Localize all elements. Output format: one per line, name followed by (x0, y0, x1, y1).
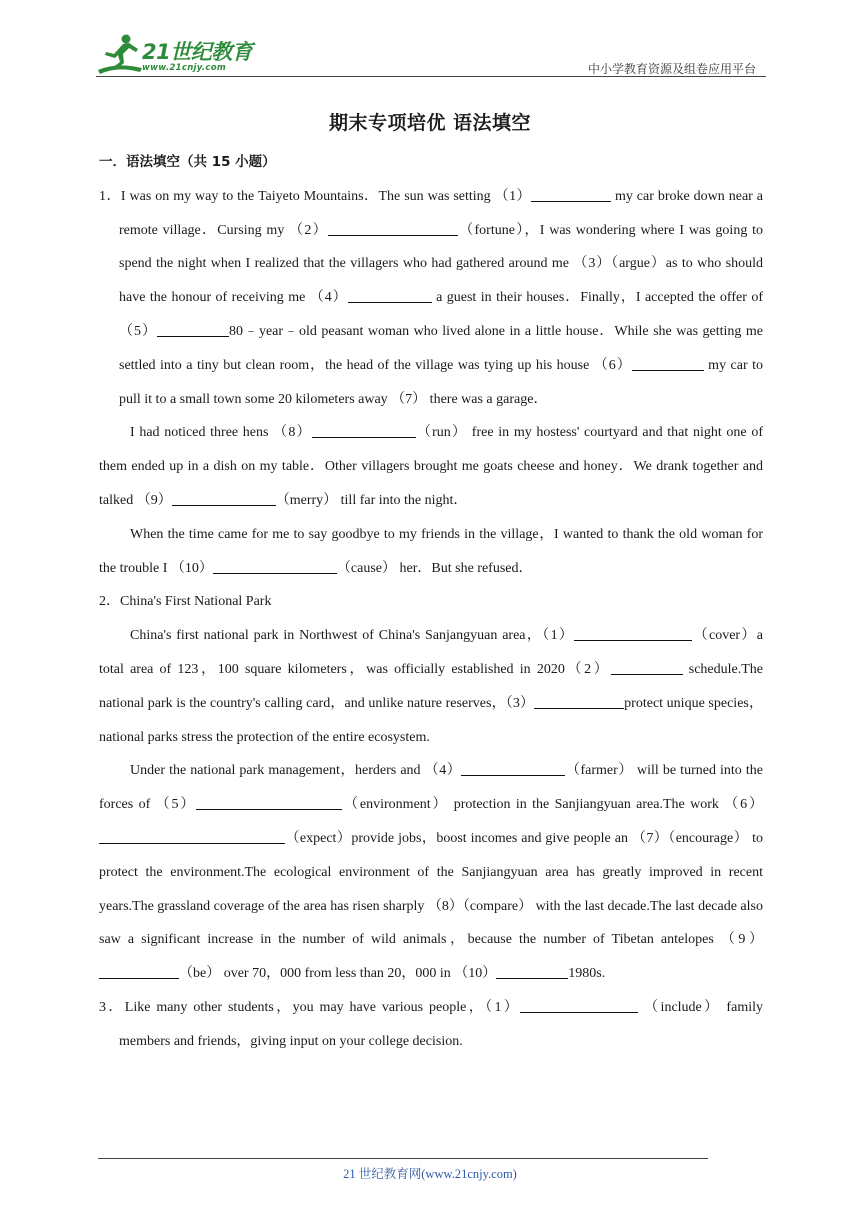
question-2-heading: 2．China's First National Park (99, 594, 272, 610)
question-1: 1．I was on my way to the Taiyeto Mountains．The sun was setting （1） my car broke down near a remote village．Cursing my （2） （fortune），I was wondering where I was going to spend the night when I realized that the villagers who had gathered around me （3）（argue）as to who should have the honour of receiving me （4） a guest in their houses．Finally，I accepted the offer of （5） 80﹣year﹣old peasant woman who lived alone in a little house．While she was getting me settled into a tiny but clean room，the head of the village was tying up his house （6） my car to pull it to a small town some 20 kilometers away （7） there was a garage． (99, 180, 763, 417)
footer-source[interactable]: 21 世纪教育网(www.21cnjy.com) (343, 1167, 517, 1181)
answer-blank[interactable] (574, 625, 692, 641)
logo-text: 21世纪教育 (142, 40, 253, 64)
answer-blank[interactable] (99, 828, 285, 844)
question-2-paragraph-1: China's first national park in Northwest of China's Sanjangyuan area，（1） （cover）a total area of 123，100 square kilometers，was officially established in 2020（2） schedule.The national park is the country's calling card，and unlike nature reserves，（3） protect unique species，national parks stress the protection of the entire ecosystem. (99, 619, 763, 754)
answer-blank[interactable] (348, 287, 432, 303)
answer-blank[interactable] (632, 355, 704, 371)
answer-blank[interactable] (172, 490, 276, 506)
document-body (99, 146, 763, 1059)
section-heading: 一．语法填空（共 15 小题） (99, 154, 276, 170)
footer-divider (98, 1158, 708, 1159)
answer-blank[interactable] (196, 794, 342, 810)
answer-blank[interactable] (461, 760, 565, 776)
logo (96, 32, 266, 76)
answer-blank[interactable] (531, 186, 611, 202)
question-1-paragraph-3: When the time came for me to say goodbye to my friends in the village，I wanted to thank the old woman for the trouble I （10） （cause） her．But she refused． (99, 526, 763, 576)
runner-logo-icon (96, 32, 144, 76)
answer-blank[interactable] (534, 693, 624, 709)
answer-blank[interactable] (157, 321, 229, 337)
answer-blank[interactable] (611, 659, 683, 675)
question-2-paragraph-2: Under the national park management，herders and （4） （farmer） will be turned into the forces of （5） （environment） protection in the Sanjiangyuan area.The work （6）（expect）provide jobs，boost incomes and give people an （7）（encourage） to protect the environment.The ecological environment of the Sanjiangyuan area has greatly improved in recent years.The grassland coverage of the area has risen sharply （8）（compare） with the last decade.The last decade also saw a significant increase in the number of wild animals，because the number of Tibetan antelopes （9）（be） over 70，000 from less than 20，000 in （10） 1980s. (99, 754, 763, 991)
header-platform-name: 中小学教育资源及组卷应用平台 (587, 62, 756, 76)
logo-url: www.21cnjy.com (142, 63, 226, 73)
answer-blank[interactable] (328, 220, 458, 236)
question-3: 3．Like many other students，you may have various people，（1） （include） family members and friends，giving input on your college decision. (99, 991, 763, 1059)
answer-blank[interactable] (496, 963, 568, 979)
question-1-paragraph-2: I had noticed three hens （8） （run） free in my hostess' courtyard and that night one of them ended up in a dish on my table．Other villagers brought me goats cheese and honey．We drank together and talked （9） （merry） till far into the night． (99, 416, 763, 517)
answer-blank[interactable] (312, 422, 416, 438)
answer-blank[interactable] (213, 558, 337, 574)
answer-blank[interactable] (520, 997, 638, 1013)
page-title: 期末专项培优 语法填空 (328, 112, 532, 134)
answer-blank[interactable] (99, 963, 179, 979)
page-header (96, 30, 764, 78)
header-divider (96, 76, 766, 77)
